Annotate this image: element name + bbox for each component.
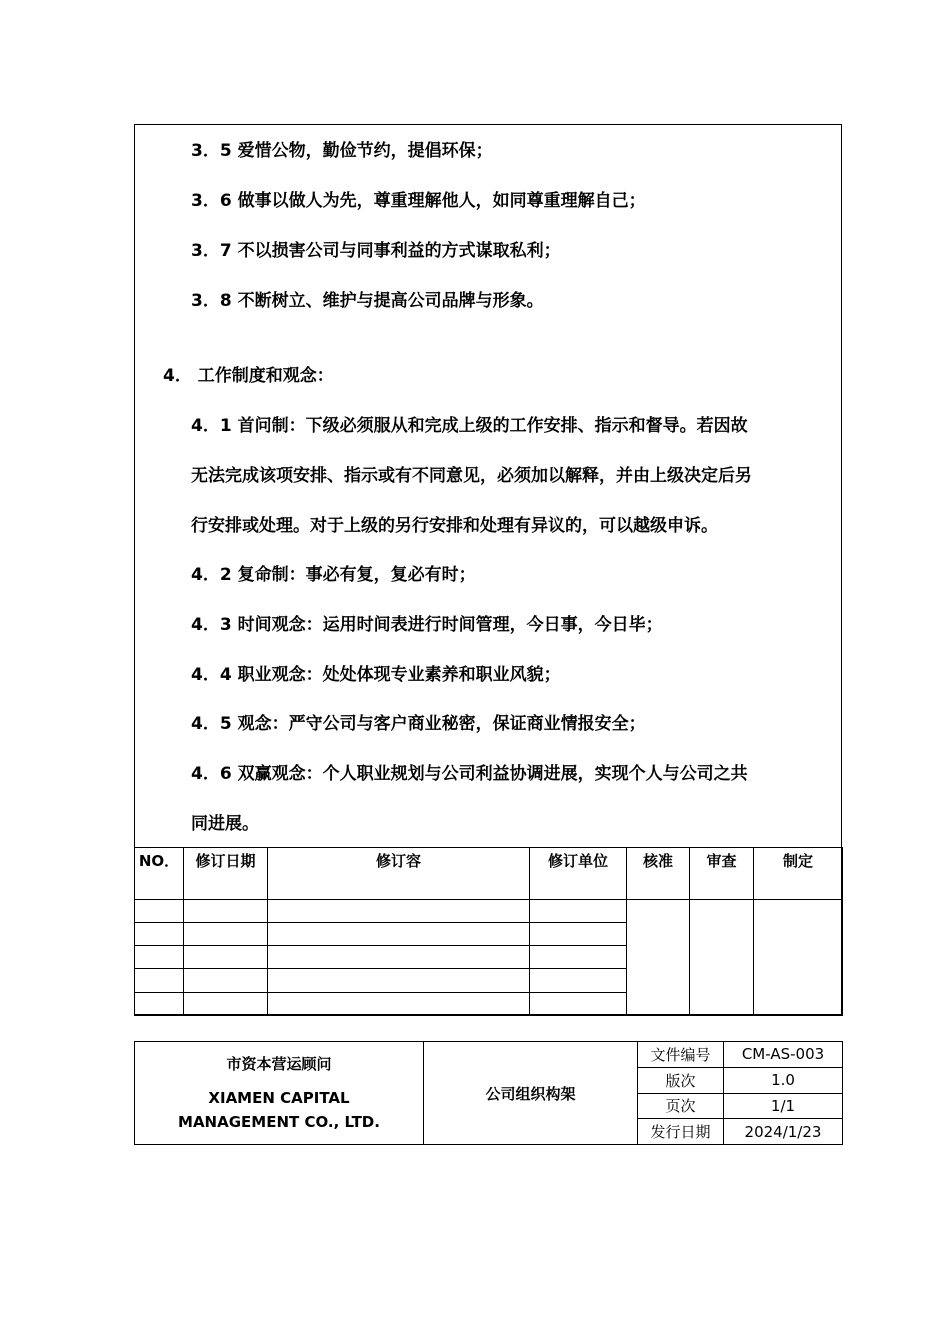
header-revision-date: 修订日期 bbox=[184, 848, 268, 900]
meta-label-issue-date: 发行日期 bbox=[638, 1119, 724, 1145]
meta-label-doc-no: 文件编号 bbox=[638, 1042, 724, 1068]
footer-table bbox=[134, 1041, 843, 1145]
table-cell bbox=[268, 946, 530, 969]
rule-3-7: 3．7 不以损害公司与同事利益的方式谋取私利； bbox=[191, 241, 561, 261]
header-revision-unit: 修订单位 bbox=[530, 848, 627, 900]
company-name-cell bbox=[135, 1042, 424, 1145]
rule-4-5: 4．5 观念：严守公司与客户商业秘密，保证商业情报安全； bbox=[191, 714, 646, 734]
table-cell bbox=[268, 969, 530, 992]
table-cell bbox=[135, 969, 184, 992]
rule-4-6-line-1: 4．6 双赢观念：个人职业规划与公司利益协调进展，实现个人与公司之共 bbox=[191, 764, 748, 784]
meta-label-version: 版次 bbox=[638, 1067, 724, 1093]
meta-label-page: 页次 bbox=[638, 1093, 724, 1119]
rule-3-8: 3．8 不断树立、维护与提高公司品牌与形象。 bbox=[191, 291, 544, 311]
table-cell bbox=[184, 946, 268, 969]
table-cell bbox=[530, 946, 627, 969]
header-revision-content: 修订容 bbox=[268, 848, 530, 900]
header-make: 制定 bbox=[754, 848, 843, 900]
company-name-en-line-2: MANAGEMENT CO., LTD. bbox=[178, 1113, 380, 1131]
table-cell bbox=[530, 969, 627, 992]
rule-4-4: 4．4 职业观念：处处体现专业素养和职业风貌； bbox=[191, 665, 561, 685]
table-cell bbox=[135, 946, 184, 969]
meta-value-page: 1/1 bbox=[724, 1093, 843, 1119]
table-cell bbox=[135, 922, 184, 945]
rule-4-1-line-1: 4．1 首问制：下级必须服从和完成上级的工作安排、指示和督导。若因故 bbox=[191, 416, 748, 436]
table-cell bbox=[184, 992, 268, 1015]
document-title: 公司组织构架 bbox=[424, 1042, 638, 1145]
table-cell bbox=[268, 922, 530, 945]
header-no: NO． bbox=[135, 848, 184, 900]
rule-4-6-line-2: 同进展。 bbox=[191, 814, 259, 834]
table-cell bbox=[530, 922, 627, 945]
make-cell bbox=[754, 899, 843, 1015]
rule-4-2: 4．2 复命制：事必有复，复必有时； bbox=[191, 565, 476, 585]
approve-cell bbox=[627, 899, 690, 1015]
header-approve: 核准 bbox=[627, 848, 690, 900]
header-review: 审查 bbox=[690, 848, 754, 900]
table-cell bbox=[268, 899, 530, 922]
rule-3-5: 3．5 爱惜公物，勤俭节约，提倡环保； bbox=[191, 141, 493, 161]
table-cell bbox=[184, 969, 268, 992]
rule-4-1-line-3: 行安排或处理。对于上级的另行安排和处理有异议的，可以越级申诉。 bbox=[191, 516, 718, 536]
table-cell bbox=[268, 992, 530, 1015]
company-name-cn: 市资本营运顾问 bbox=[226, 1055, 332, 1073]
table-cell bbox=[530, 992, 627, 1015]
table-cell bbox=[135, 899, 184, 922]
rule-4-3: 4．3 时间观念：运用时间表进行时间管理，今日事，今日毕； bbox=[191, 615, 663, 635]
section-4-heading: 4． 工作制度和观念： bbox=[163, 366, 334, 386]
meta-value-doc-no: CM-AS-003 bbox=[724, 1042, 843, 1068]
review-cell bbox=[690, 899, 754, 1015]
revision-table bbox=[134, 847, 843, 1016]
rule-3-6: 3．6 做事以做人为先，尊重理解他人，如同尊重理解自己； bbox=[191, 191, 646, 211]
rule-4-1-line-2: 无法完成该项安排、指示或有不同意见，必须加以解释，并由上级决定后另 bbox=[191, 466, 752, 486]
table-row bbox=[135, 899, 843, 922]
table-cell bbox=[184, 922, 268, 945]
table-cell bbox=[530, 899, 627, 922]
meta-value-issue-date: 2024/1/23 bbox=[724, 1119, 843, 1145]
table-cell bbox=[135, 992, 184, 1015]
meta-value-version: 1.0 bbox=[724, 1067, 843, 1093]
company-name-en-line-1: XIAMEN CAPITAL bbox=[208, 1089, 350, 1107]
table-cell bbox=[184, 899, 268, 922]
